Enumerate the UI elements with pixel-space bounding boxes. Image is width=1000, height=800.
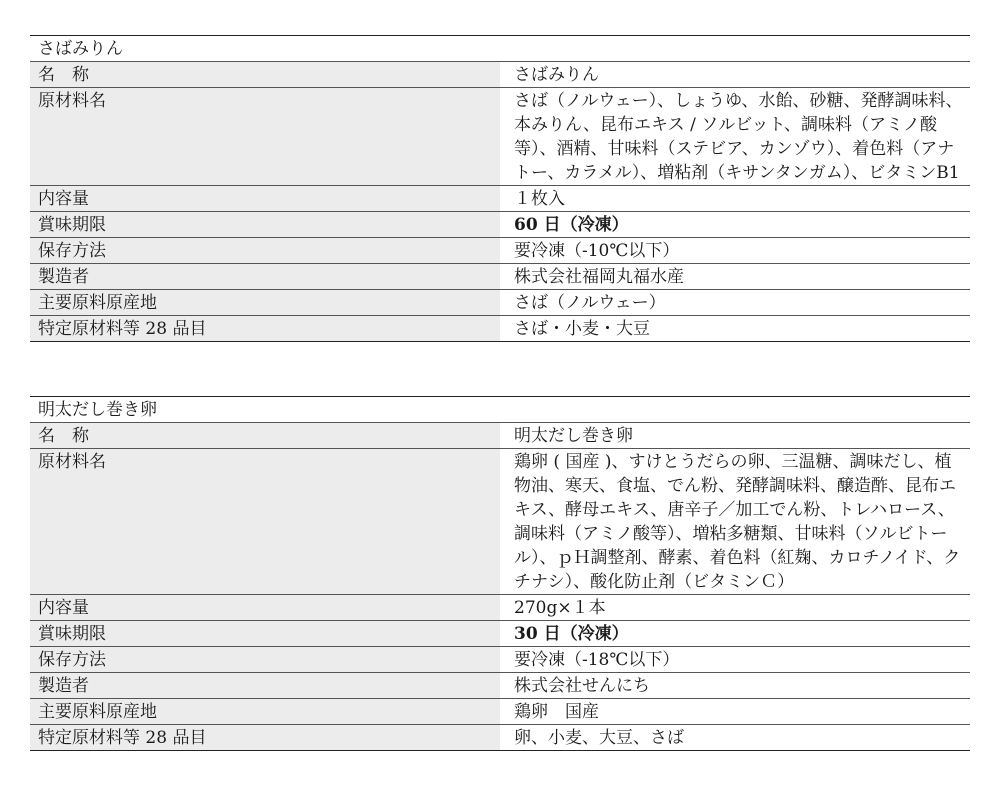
row-key: 特定原材料等 28 品目 (30, 725, 500, 751)
row-best-before (30, 621, 970, 647)
row-manufacturer (30, 264, 970, 290)
row-storage (30, 238, 970, 264)
row-key: 特定原材料等 28 品目 (30, 316, 500, 342)
row-storage (30, 647, 970, 673)
label-table-saba-mirin (30, 35, 970, 342)
row-value: 鶏卵 ( 国産 )、すけとうだらの卵、三温糖、調味だし、植物油、寒天、食塩、でん粉、発酵調味料、醸造酢、昆布エキス、酵母エキス、唐辛子／加工でん粉、トレハロース、調味料（アミノ酸等）、増粘多糖類、甘味料（ソルビトール）、ｐＨ調整剤、酵素、着色料（紅麹、カロチノイド、クチナシ）、酸化防止剤（ビタミンＣ） (514, 452, 961, 592)
row-origin (30, 699, 970, 725)
row-contents (30, 595, 970, 621)
row-value: 60 日（冷凍） (514, 215, 629, 235)
row-value: 要冷凍（-10℃以下） (514, 241, 680, 261)
row-key: 名 称 (30, 423, 500, 449)
row-value: 270g×１本 (514, 598, 606, 618)
row-manufacturer (30, 673, 970, 699)
row-key: 原材料名 (30, 88, 500, 186)
row-key: 賞味期限 (30, 621, 500, 647)
row-origin (30, 290, 970, 316)
row-value: 鶏卵 国産 (514, 702, 599, 722)
row-contents (30, 186, 970, 212)
row-value: 明太だし巻き卵 (514, 426, 633, 446)
row-name (30, 62, 970, 88)
row-value: 30 日（冷凍） (514, 624, 629, 644)
row-key: 内容量 (30, 186, 500, 212)
row-value: さばみりん (514, 65, 599, 85)
row-key: 原材料名 (30, 449, 500, 595)
row-value: 卵、小麦、大豆、さば (514, 728, 684, 748)
product-title: 明太だし巻き卵 (38, 400, 157, 420)
row-value: さば（ノルウェー）、しょうゆ、水飴、砂糖、発酵調味料、本みりん、昆布エキス / ソルビット、調味料（アミノ酸等）、酒精、甘味料（ステビア、カンゾウ）、着色料（アナトー、カラメル）、増粘剤（キサンタンガム）、ビタミンB1 (514, 91, 963, 183)
row-ingredients (30, 88, 970, 186)
table-header-row (30, 397, 970, 423)
row-key: 保存方法 (30, 647, 500, 673)
row-best-before (30, 212, 970, 238)
row-value: 株式会社せんにち (514, 676, 650, 696)
row-key: 製造者 (30, 673, 500, 699)
row-allergens (30, 725, 970, 751)
row-name (30, 423, 970, 449)
row-ingredients (30, 449, 970, 595)
row-allergens (30, 316, 970, 342)
row-key: 名 称 (30, 62, 500, 88)
table-header-row (30, 36, 970, 62)
label-table-mentai-dashimaki (30, 396, 970, 751)
row-key: 保存方法 (30, 238, 500, 264)
row-value: 要冷凍（-18℃以下） (514, 650, 680, 670)
row-key: 賞味期限 (30, 212, 500, 238)
row-value: さば・小麦・大豆 (514, 319, 650, 339)
row-value: １枚入 (514, 189, 565, 209)
row-key: 製造者 (30, 264, 500, 290)
product-title: さばみりん (38, 39, 123, 59)
row-key: 主要原料原産地 (30, 699, 500, 725)
row-value: 株式会社福岡丸福水産 (514, 267, 684, 287)
row-key: 内容量 (30, 595, 500, 621)
row-key: 主要原料原産地 (30, 290, 500, 316)
row-value: さば（ノルウェー） (514, 293, 666, 313)
